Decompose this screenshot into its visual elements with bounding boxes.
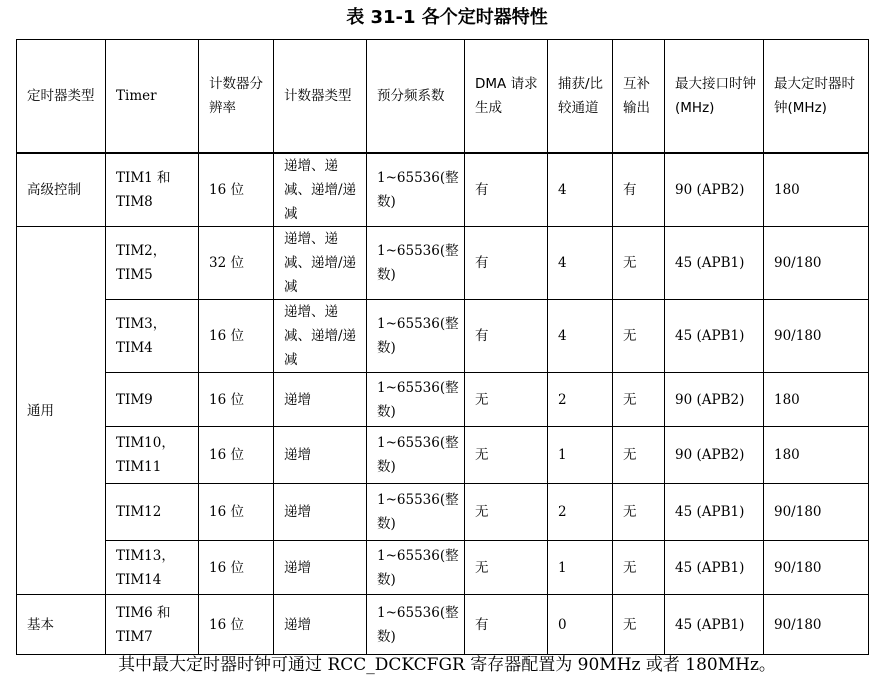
- prescaler-cell: 1~65536(整数): [367, 484, 465, 541]
- complementary-cell: 无: [613, 373, 665, 427]
- header-cell: 捕获/比较通道: [548, 40, 613, 154]
- timer-cell: TIM3，TIM4: [106, 300, 199, 373]
- timer-cell: TIM6 和 TIM7: [106, 595, 199, 655]
- header-cell: 计数器分辨率: [199, 40, 274, 154]
- counter-type-cell: 递增: [274, 373, 367, 427]
- dma-cell: 有: [465, 595, 548, 655]
- table-row: [17, 484, 869, 541]
- interface-clock-cell: 90 (APB2): [665, 153, 764, 227]
- counter-type-cell: 递增: [274, 427, 367, 484]
- timer-cell: TIM1 和 TIM8: [106, 153, 199, 227]
- header-cell: 互补输出: [613, 40, 665, 154]
- table-row: [17, 300, 869, 373]
- resolution-cell: 16 位: [199, 373, 274, 427]
- header-cell: 定时器类型: [17, 40, 106, 154]
- table-row: [17, 227, 869, 300]
- prescaler-cell: 1~65536(整数): [367, 300, 465, 373]
- header-cell: 最大接口时钟(MHz): [665, 40, 764, 154]
- complementary-cell: 无: [613, 484, 665, 541]
- resolution-cell: 16 位: [199, 541, 274, 595]
- interface-clock-cell: 45 (APB1): [665, 227, 764, 300]
- dma-cell: 无: [465, 484, 548, 541]
- timer-cell: TIM2，TIM5: [106, 227, 199, 300]
- prescaler-cell: 1~65536(整数): [367, 427, 465, 484]
- dma-cell: 有: [465, 300, 548, 373]
- resolution-cell: 16 位: [199, 484, 274, 541]
- timer-clock-cell: 90/180: [764, 227, 869, 300]
- complementary-cell: 无: [613, 427, 665, 484]
- counter-type-cell: 递增: [274, 595, 367, 655]
- timer-clock-cell: 180: [764, 427, 869, 484]
- prescaler-cell: 1~65536(整数): [367, 595, 465, 655]
- header-cell: 最大定时器时钟(MHz): [764, 40, 869, 154]
- channels-cell: 0: [548, 595, 613, 655]
- complementary-cell: 无: [613, 595, 665, 655]
- prescaler-cell: 1~65536(整数): [367, 227, 465, 300]
- dma-cell: 无: [465, 541, 548, 595]
- table-row: [17, 153, 869, 227]
- resolution-cell: 16 位: [199, 595, 274, 655]
- prescaler-cell: 1~65536(整数): [367, 153, 465, 227]
- interface-clock-cell: 45 (APB1): [665, 541, 764, 595]
- header-cell: DMA 请求生成: [465, 40, 548, 154]
- resolution-cell: 16 位: [199, 300, 274, 373]
- complementary-cell: 无: [613, 541, 665, 595]
- complementary-cell: 无: [613, 300, 665, 373]
- timer-cell: TIM10，TIM11: [106, 427, 199, 484]
- timer-clock-cell: 90/180: [764, 484, 869, 541]
- table-row: [17, 427, 869, 484]
- group-cell-advanced: 高级控制: [17, 153, 106, 227]
- interface-clock-cell: 45 (APB1): [665, 484, 764, 541]
- channels-cell: 4: [548, 153, 613, 227]
- timer-cell: TIM13，TIM14: [106, 541, 199, 595]
- table-row: [17, 541, 869, 595]
- complementary-cell: 有: [613, 153, 665, 227]
- timer-clock-cell: 180: [764, 153, 869, 227]
- table-caption: 表 31-1 各个定时器特性: [346, 7, 548, 28]
- timer-clock-cell: 180: [764, 373, 869, 427]
- group-cell-general: 通用: [17, 227, 106, 595]
- counter-type-cell: 递增、递减、递增/递减: [274, 227, 367, 300]
- timer-clock-cell: 90/180: [764, 595, 869, 655]
- resolution-cell: 16 位: [199, 427, 274, 484]
- prescaler-cell: 1~65536(整数): [367, 373, 465, 427]
- channels-cell: 4: [548, 300, 613, 373]
- dma-cell: 有: [465, 153, 548, 227]
- timer-clock-cell: 90/180: [764, 541, 869, 595]
- interface-clock-cell: 45 (APB1): [665, 300, 764, 373]
- interface-clock-cell: 45 (APB1): [665, 595, 764, 655]
- interface-clock-cell: 90 (APB2): [665, 427, 764, 484]
- timer-cell: TIM9: [106, 373, 199, 427]
- channels-cell: 4: [548, 227, 613, 300]
- channels-cell: 2: [548, 484, 613, 541]
- resolution-cell: 32 位: [199, 227, 274, 300]
- timer-cell: TIM12: [106, 484, 199, 541]
- dma-cell: 有: [465, 227, 548, 300]
- dma-cell: 无: [465, 427, 548, 484]
- channels-cell: 2: [548, 373, 613, 427]
- channels-cell: 1: [548, 427, 613, 484]
- counter-type-cell: 递增、递减、递增/递减: [274, 300, 367, 373]
- header-cell: Timer: [106, 40, 199, 154]
- counter-type-cell: 递增、递减、递增/递减: [274, 153, 367, 227]
- header-cell: 预分频系数: [367, 40, 465, 154]
- dma-cell: 无: [465, 373, 548, 427]
- group-cell-basic: 基本: [17, 595, 106, 655]
- timer-spec-table: [16, 39, 869, 655]
- header-cell: 计数器类型: [274, 40, 367, 154]
- complementary-cell: 无: [613, 227, 665, 300]
- table-row: [17, 595, 869, 655]
- timer-clock-cell: 90/180: [764, 300, 869, 373]
- footnote-text: 其中最大定时器时钟可通过 RCC_DCKCFGR 寄存器配置为 90MHz 或者 180MHz。: [118, 655, 776, 675]
- counter-type-cell: 递增: [274, 484, 367, 541]
- interface-clock-cell: 90 (APB2): [665, 373, 764, 427]
- resolution-cell: 16 位: [199, 153, 274, 227]
- prescaler-cell: 1~65536(整数): [367, 541, 465, 595]
- channels-cell: 1: [548, 541, 613, 595]
- table-row: [17, 373, 869, 427]
- table-header-row: [17, 40, 869, 154]
- counter-type-cell: 递增: [274, 541, 367, 595]
